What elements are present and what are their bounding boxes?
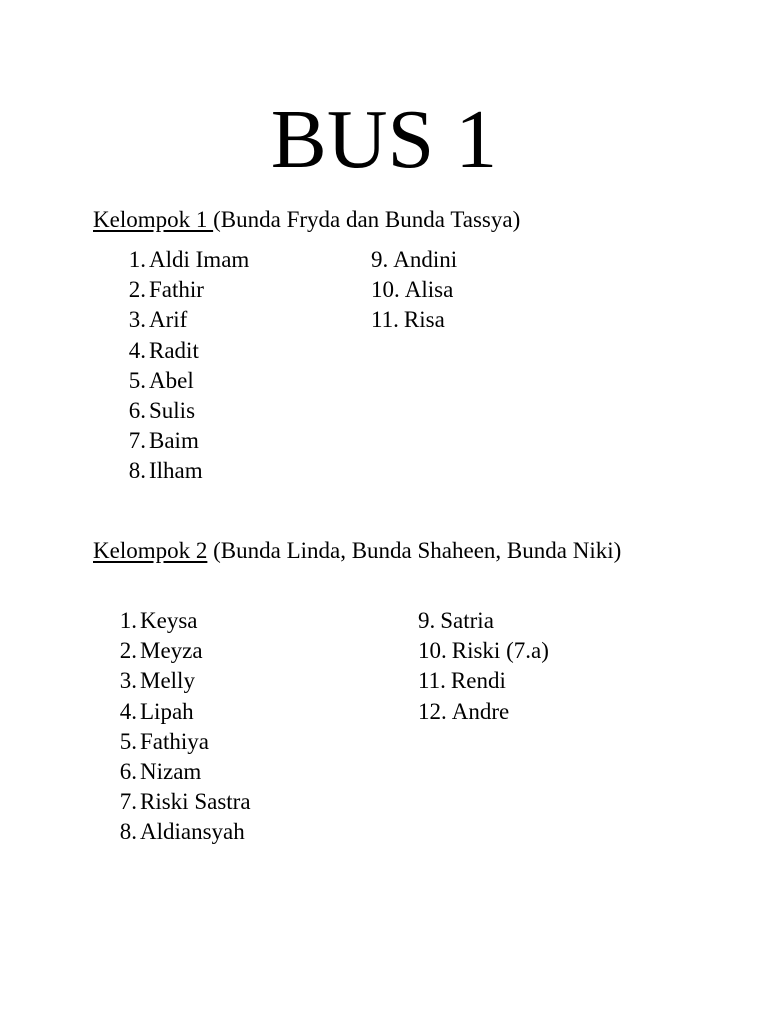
list-item: 3. Arif bbox=[128, 307, 188, 333]
list-item: 9. Andini bbox=[371, 247, 458, 272]
group-2-heading bbox=[93, 536, 638, 566]
list-item: 1. Keysa bbox=[119, 608, 198, 633]
group-1-heading bbox=[93, 205, 653, 235]
document-title: BUS 1 bbox=[270, 93, 498, 186]
list-item: 11. Risa bbox=[371, 307, 445, 333]
list-item: 6. Nizam bbox=[119, 759, 202, 785]
list-item: 10. Riski (7.a) bbox=[418, 638, 549, 664]
list-item: 11. Rendi bbox=[418, 668, 506, 694]
list-item: 8. Ilham bbox=[128, 458, 203, 484]
group-2-list-right bbox=[418, 606, 549, 727]
list-item: 3. Melly bbox=[119, 668, 195, 694]
list-item: 5. Fathiya bbox=[119, 728, 209, 754]
group-2-list-left bbox=[115, 606, 251, 848]
list-item: 6. Sulis bbox=[128, 398, 196, 424]
list-item: 1. Aldi Imam bbox=[128, 247, 250, 272]
list-item: 7. Riski Sastra bbox=[119, 789, 251, 815]
group-2-label: Kelompok 2 bbox=[93, 538, 208, 563]
group-1-list-right bbox=[371, 245, 457, 336]
list-item: 7. Baim bbox=[128, 428, 199, 454]
group-1-label: Kelompok 1 bbox=[93, 207, 214, 232]
list-item: 5. Abel bbox=[128, 367, 194, 393]
list-item: 9. Satria bbox=[418, 608, 494, 633]
group-2-guides: (Bunda Linda, Bunda Shaheen, Bunda Niki) bbox=[207, 538, 622, 563]
group-1-guides: (Bunda Fryda dan Bunda Tassya) bbox=[213, 207, 521, 232]
list-item: 4. Lipah bbox=[119, 698, 194, 724]
list-item: 2. Fathir bbox=[128, 277, 204, 303]
list-item: 2. Meyza bbox=[119, 638, 203, 664]
group-1-list-left bbox=[124, 245, 249, 487]
list-item: 12. Andre bbox=[418, 698, 510, 724]
list-item: 10. Alisa bbox=[371, 277, 454, 303]
list-item: 8. Aldiansyah bbox=[119, 819, 245, 845]
list-item: 4. Radit bbox=[128, 337, 199, 363]
